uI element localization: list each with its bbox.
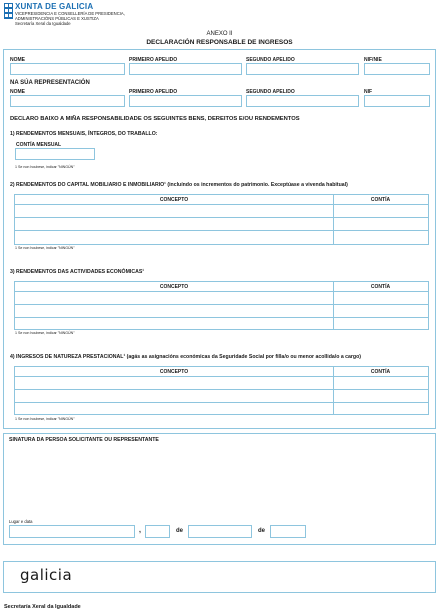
declaration-text: DECLARO BAIXO A MIÑA RESPONSABILIDADE OS SEGUINTES BENS, DEREITOS E/OU RENDEMENTOS bbox=[10, 116, 300, 122]
rep-label-segundo-apelido: SEGUNDO APELIDO bbox=[246, 89, 295, 95]
segundo-apelido-field[interactable] bbox=[246, 63, 359, 75]
form-title: DECLARACIÓN RESPONSABLE DE INGRESOS bbox=[146, 39, 293, 46]
rep-nome-field[interactable] bbox=[10, 95, 125, 107]
section-2-col-contia: CONTÍA bbox=[370, 197, 391, 203]
section-4-col-contia: CONTÍA bbox=[370, 369, 391, 375]
section-3-table bbox=[14, 281, 429, 330]
section-3-note: 1 Se non houbese, indicar "NINGÚN" bbox=[15, 331, 75, 335]
label-nif-nie: NIF/NIE bbox=[364, 57, 382, 63]
xunta-logo-icon bbox=[4, 3, 13, 19]
section-2-table bbox=[14, 194, 429, 245]
label-nome: NOME bbox=[10, 57, 25, 63]
label-primeiro-apelido: PRIMEIRO APELIDO bbox=[129, 57, 178, 63]
signature-title: SINATURA DA PERSOA SOLICITANTE OU REPRESENTANTE bbox=[9, 437, 159, 443]
dept-line-1: VICEPRESIDENCIA E CONSELLERÍA DE PRESIDENCIA, bbox=[15, 11, 125, 16]
monthly-amount-field[interactable] bbox=[15, 148, 95, 160]
place-field[interactable] bbox=[9, 525, 135, 538]
rep-primeiro-apelido-field[interactable] bbox=[129, 95, 242, 107]
representation-label: NA SÚA REPRESENTACIÓN bbox=[10, 80, 90, 86]
rep-nif-field[interactable] bbox=[364, 95, 430, 107]
year-field[interactable] bbox=[270, 525, 306, 538]
annex-label: ANEXO II bbox=[206, 31, 233, 37]
org-name: XUNTA DE GALICIA bbox=[15, 2, 94, 11]
section-1-note: 1 Se non houbese, indicar "NINGÚN" bbox=[15, 165, 75, 169]
xunta-logo bbox=[4, 3, 13, 19]
day-field[interactable] bbox=[145, 525, 170, 538]
footer-secretaria: Secretaría Xeral da Igualdade bbox=[4, 604, 81, 610]
rep-label-nome: NOME bbox=[10, 89, 25, 95]
place-date-label: Lugar e data bbox=[9, 519, 33, 524]
nome-field[interactable] bbox=[10, 63, 125, 75]
de-label-2: de bbox=[258, 528, 266, 534]
section-2-title: 2) RENDEMENTOS DO CAPITAL MOBILIARIO E INMOBILIARIO¹ (incluíndo os incrementos do patrimonio. Exceptúase a vivenda habitual) bbox=[10, 182, 348, 188]
section-4-table bbox=[14, 366, 429, 415]
month-field[interactable] bbox=[188, 525, 252, 538]
section-2-note: 1 Se non houbese, indicar "NINGÚN" bbox=[15, 246, 75, 250]
galicia-logo: galicia bbox=[20, 566, 73, 584]
primeiro-apelido-field[interactable] bbox=[129, 63, 242, 75]
section-4-note: 1 Se non houbese, indicar "NINGÚN" bbox=[15, 417, 75, 421]
section-1-field-label: CONTÍA MENSUAL bbox=[16, 142, 62, 148]
nif-nie-field[interactable] bbox=[364, 63, 430, 75]
de-label-1: de bbox=[176, 528, 184, 534]
section-3-col-contia: CONTÍA bbox=[370, 284, 391, 290]
rep-label-primeiro-apelido: PRIMEIRO APELIDO bbox=[129, 89, 178, 95]
section-4-title: 4) INGRESOS DE NATUREZA PRESTACIONAL¹ (agás as asignacións económicas da Seguridade Social por filla/o ou menor acollida/o a cargo) bbox=[10, 354, 361, 360]
section-2-col-concepto: CONCEPTO bbox=[159, 197, 189, 203]
rep-label-nif: NIF bbox=[364, 89, 373, 95]
comma-label: , bbox=[139, 527, 141, 534]
dept-line-2: ADMINISTRACIÓNS PÚBLICAS E XUSTIZA bbox=[15, 16, 99, 21]
rep-segundo-apelido-field[interactable] bbox=[246, 95, 359, 107]
section-3-col-concepto: CONCEPTO bbox=[159, 284, 189, 290]
section-4-col-concepto: CONCEPTO bbox=[159, 369, 189, 375]
section-1-title: 1) RENDEMENTOS MENSUAIS, ÍNTEGROS, DO TRABALLO: bbox=[10, 131, 158, 137]
label-segundo-apelido: SEGUNDO APELIDO bbox=[246, 57, 295, 63]
section-3-title: 3) RENDEMENTOS DAS ACTIVIDADES ECONÓMICAS¹ bbox=[10, 269, 145, 275]
dept-line-3: Secretaría Xeral da Igualdade bbox=[15, 21, 71, 26]
